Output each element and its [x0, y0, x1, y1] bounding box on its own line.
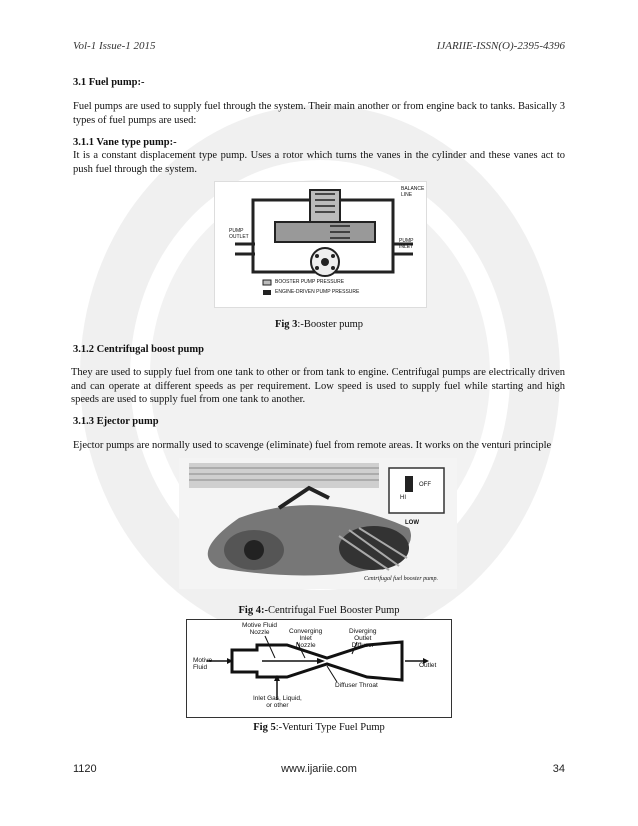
label-motive-fluid: Motive Fluid — [193, 657, 213, 671]
footer-website: www.ijariie.com — [281, 763, 357, 775]
section-3-1-2-text: They are used to supply fuel from one tank to other or from tank to engine. Centrifugal pumps are electrically driven and can operate at different speeds as per requirement. Low speed is used to supply fuel while starting and high speeds are used to supply fuel from one tank to another. — [71, 367, 565, 405]
caption-fig3-text: :-Booster pump — [297, 319, 364, 330]
figure-centrifugal-pump — [179, 458, 457, 589]
caption-fig5-text: :-Venturi Type Fuel Pump — [275, 722, 385, 733]
section-3-1-2-heading: 3.1.2 Centrifugal boost pump — [73, 344, 204, 355]
section-3-1-heading: 3.1 Fuel pump:- — [73, 77, 145, 88]
section-3-1-3-heading: 3.1.3 Ejector pump — [73, 416, 159, 427]
caption-fig4-label: Fig 4:- — [238, 605, 268, 616]
caption-fig3-label: Fig 3 — [274, 319, 298, 330]
header-issn: IJARIIE-ISSN(O)-2395-4396 — [436, 40, 565, 52]
caption-fig3 — [0, 319, 638, 330]
label-low: LOW — [405, 520, 419, 526]
label-outlet: Outlet — [419, 662, 437, 669]
section-3-1-text: Fuel pumps are used to supply fuel through the system. Their main another or from engine back to tanks. Basically 3 types of fuel pumps are used: — [73, 101, 565, 126]
section-3-1-1-heading: 3.1.1 Vane type pump:- — [73, 137, 177, 148]
label-pump-inlet: PUMP INLET — [399, 238, 414, 250]
label-motive-fluid-nozzle: Motive Fluid Nozzle — [242, 622, 278, 636]
legend-booster-pressure: BOOSTER PUMP PRESSURE — [275, 279, 345, 285]
footer-page-number: 1120 — [73, 763, 97, 775]
label-diverging-outlet-diffuser: Diverging Outlet Diffuser — [349, 628, 377, 649]
label-inlet-gas: Inlet Gas, Liquid, or other — [253, 695, 302, 709]
section-3-1-1-text: It is a constant displacement type pump. Uses a rotor which turns the vanes in the cylinder and these vanes act to push fuel through the system. — [73, 150, 565, 175]
caption-fig4 — [0, 605, 638, 616]
label-centrifugal-fuel-booster: Centrifugal fuel booster pump. — [364, 576, 438, 582]
section-3-1-3-text: Ejector pumps are normally used to scavenge (eliminate) fuel from remote areas. It works on the venturi principle — [73, 440, 552, 451]
label-pump-outlet: PUMP OUTLET — [229, 228, 249, 240]
caption-fig5-label: Fig 5 — [253, 722, 276, 733]
header-volume: Vol-1 Issue-1 2015 — [73, 40, 156, 52]
label-converging-inlet-nozzle: Converging Inlet Nozzle — [289, 628, 323, 649]
figure-booster-pump — [214, 181, 427, 308]
label-hi: HI — [400, 495, 406, 501]
caption-fig4-text: Centrifugal Fuel Booster Pump — [267, 605, 400, 616]
caption-fig5 — [0, 722, 638, 733]
label-diffuser-throat: Diffuser Throat — [335, 682, 378, 689]
label-balance-line: BALANCE LINE — [401, 186, 425, 198]
legend-engine-pressure: ENGINE-DRIVEN PUMP PRESSURE — [275, 289, 360, 295]
figure-venturi-pump — [186, 619, 452, 718]
footer-issue-page: 34 — [552, 763, 565, 775]
label-off: OFF — [419, 482, 431, 488]
